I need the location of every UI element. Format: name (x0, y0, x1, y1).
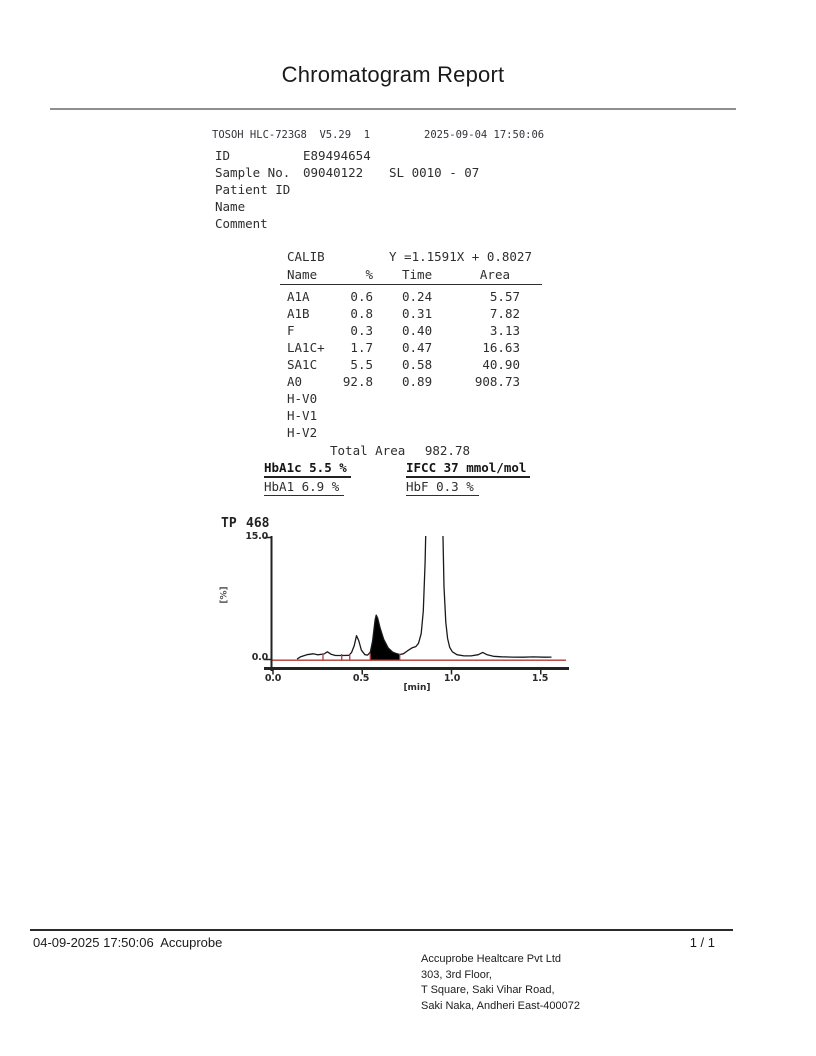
tp-label: TP (221, 516, 237, 531)
cell-area: 3.13 (489, 323, 520, 338)
calib-label: CALIB (287, 249, 325, 264)
cell-pct: 5.5 (350, 357, 373, 372)
result-hbf: HbF 0.3 % (406, 480, 479, 496)
footer-divider (30, 929, 733, 931)
cell-pct: 0.8 (350, 306, 373, 321)
col-header-pct: % (365, 267, 373, 282)
cell-area: 7.82 (489, 306, 520, 321)
cell-name: A1B (287, 306, 310, 321)
total-area-value: 982.78 (424, 443, 470, 458)
col-header-time: Time (402, 267, 433, 282)
cell-time: 0.89 (402, 374, 433, 389)
y-tick-label-max: 15.0 (245, 531, 268, 542)
cell-name: LA1C+ (287, 340, 325, 355)
tp-value: 468 (246, 516, 270, 531)
cell-name: H-V0 (287, 391, 318, 406)
cell-name: SA1C (287, 357, 318, 372)
cell-pct: 1.7 (350, 340, 373, 355)
address-line-street: T Square, Saki Vihar Road, (421, 984, 555, 996)
cell-name: H-V2 (287, 425, 318, 440)
cell-area: 5.57 (489, 289, 520, 304)
chromatogram-trace (297, 336, 551, 659)
patient-id-label: Patient ID (215, 182, 291, 197)
cell-area: 40.90 (482, 357, 520, 372)
cell-pct: 0.6 (350, 289, 373, 304)
cell-name: A1A (287, 289, 310, 304)
sample-no-label: Sample No. (215, 165, 291, 180)
device-model-line: TOSOH HLC-723G8 V5.29 1 (212, 129, 371, 141)
sample-no-value: 09040122 (303, 165, 364, 180)
cell-time: 0.58 (402, 357, 433, 372)
y-tick-label-zero: 0.0 (251, 652, 268, 663)
calib-equation: Y =1.1591X + 0.8027 (389, 249, 532, 264)
cell-time: 0.40 (402, 323, 433, 338)
address-line-floor: 303, 3rd Floor, (421, 968, 492, 981)
name-label: Name (215, 199, 246, 214)
cell-name: H-V1 (287, 408, 318, 423)
total-area-label: Total Area (330, 443, 406, 458)
cell-area: 908.73 (474, 374, 520, 389)
cell-time: 0.31 (402, 306, 433, 321)
footer-datetime: 04-09-2025 17:50:06 Accuprobe (33, 935, 223, 950)
cell-area: 16.63 (482, 340, 520, 355)
cell-name: A0 (287, 374, 303, 389)
comment-label: Comment (215, 216, 268, 231)
x-axis-unit-label: [min] (403, 683, 431, 693)
id-label: ID (215, 148, 231, 163)
id-value: E89494654 (303, 148, 371, 163)
result-hba1: HbA1 6.9 % (264, 480, 344, 496)
cell-pct: 92.8 (342, 374, 373, 389)
address-block (421, 952, 580, 1014)
x-tick-label-3: 1.5 (531, 673, 549, 684)
sample-slot-value: SL 0010 - 07 (389, 165, 480, 180)
address-line-city: Saki Naka, Andheri East-400072 (421, 999, 580, 1012)
x-tick-label-2: 1.0 (443, 673, 461, 684)
footer-page-number: 1 / 1 (689, 935, 715, 950)
cell-name: F (287, 323, 295, 338)
address-line-company: Accuprobe Healtcare Pvt Ltd (421, 953, 562, 965)
result-hba1c: HbA1c 5.5 % (264, 461, 351, 478)
cell-time: 0.24 (402, 289, 433, 304)
page-title: Chromatogram Report (281, 62, 505, 87)
cell-time: 0.47 (402, 340, 433, 355)
x-tick-label-1: 0.5 (352, 673, 370, 684)
cell-pct: 0.3 (350, 323, 373, 338)
col-header-area: Area (479, 267, 510, 282)
result-ifcc: IFCC 37 mmol/mol (406, 461, 530, 478)
report-datetime: 2025-09-04 17:50:06 (424, 129, 545, 141)
x-tick-label-0: 0.0 (264, 673, 282, 684)
col-header-name: Name (287, 267, 318, 282)
y-axis-unit-label: [%] (219, 586, 230, 604)
